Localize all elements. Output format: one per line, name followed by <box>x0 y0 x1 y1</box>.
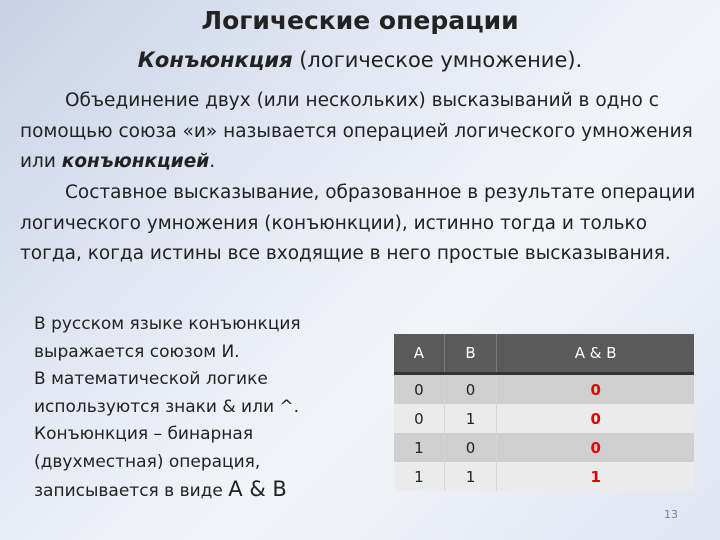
cell-a: 0 <box>394 374 444 405</box>
notes-block <box>34 311 364 506</box>
table-row <box>394 462 694 491</box>
header-a: А <box>394 334 444 374</box>
cell-b: 1 <box>444 404 497 433</box>
truth-table-header <box>394 334 694 374</box>
note-binary <box>34 421 364 506</box>
slide-subtitle <box>0 48 720 72</box>
cell-b: 1 <box>444 462 497 491</box>
cell-a: 0 <box>394 404 444 433</box>
note-math-signs: В математической логике используются знаки & или ^. <box>34 369 300 417</box>
note-binary-text: Конъюнкция – бинарная (двухместная) операция, записывается в виде <box>34 424 261 501</box>
formula: А & В <box>228 477 287 501</box>
cell-result: 0 <box>497 433 694 462</box>
page-number: 13 <box>664 508 678 521</box>
table-row <box>394 433 694 462</box>
cell-result: 0 <box>497 374 694 405</box>
cell-result: 1 <box>497 462 694 491</box>
cell-a: 1 <box>394 433 444 462</box>
header-result: А & В <box>497 334 694 374</box>
slide-title: Логические операции <box>201 6 519 35</box>
truth-table <box>394 334 694 491</box>
cell-result: 0 <box>497 404 694 433</box>
note-russian: В русском языке конъюнкция выражается союзом И. <box>34 314 301 362</box>
cell-a: 1 <box>394 462 444 491</box>
cell-b: 0 <box>444 433 497 462</box>
table-row <box>394 404 694 433</box>
subtitle-rest: (логическое умножение). <box>292 48 583 72</box>
table-row <box>394 374 694 405</box>
header-b: В <box>444 334 497 374</box>
definition-text: Объединение двух (или нескольких) высказываний в одно с помощью союза «и» называется операцией логического умножения или <box>20 90 693 172</box>
definition-term: конъюнкцией <box>61 151 210 172</box>
rule-paragraph <box>20 178 710 270</box>
subtitle-term: Конъюнкция <box>137 48 293 72</box>
definition-end: . <box>209 151 216 172</box>
rule-text: Составное высказывание, образованное в результате операции логического умножения (конъюнкции), истинно тогда и только тогда, когда истины все входящие в него простые высказывания. <box>20 182 696 264</box>
definition-paragraph <box>20 86 710 178</box>
cell-b: 0 <box>444 374 497 405</box>
